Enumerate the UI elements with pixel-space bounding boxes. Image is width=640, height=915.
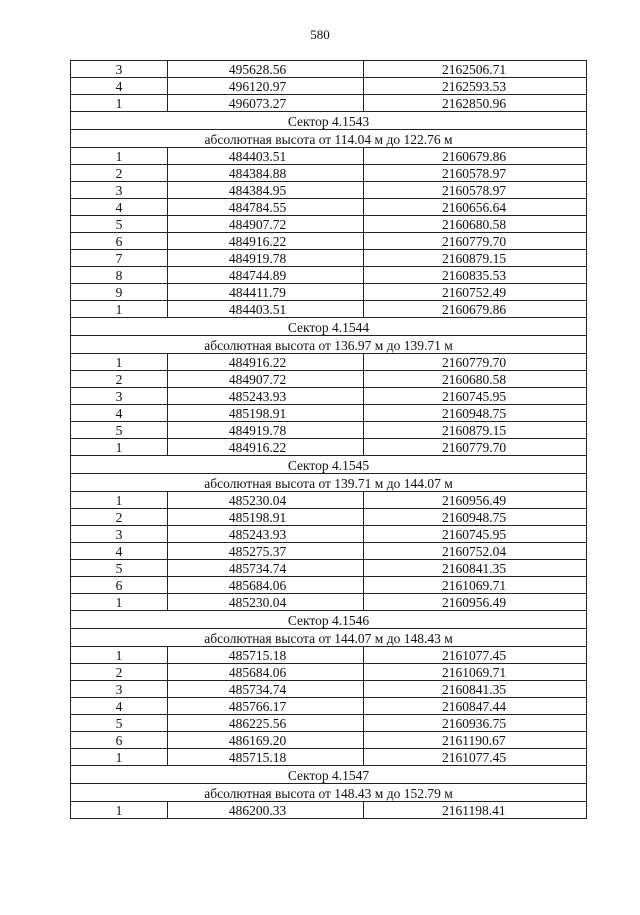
y-coordinate: 2160835.53: [442, 268, 507, 283]
x-coordinate: 485715.18: [228, 750, 287, 765]
point-number: 2: [115, 665, 123, 680]
table-row: [71, 250, 587, 267]
table-row: [71, 388, 587, 405]
point-number: 4: [115, 699, 123, 714]
y-coordinate: 2160745.95: [442, 389, 507, 404]
table-row: [71, 492, 587, 509]
point-number-cell: [71, 577, 168, 594]
table-row: [71, 216, 587, 233]
y-coordinate: 2162593.53: [442, 79, 507, 94]
point-number: 1: [115, 355, 123, 370]
x-coordinate: 485715.18: [228, 648, 287, 663]
x-coordinate-cell: [168, 647, 364, 664]
y-coordinate: 2160956.49: [442, 595, 507, 610]
point-number-cell: [71, 594, 168, 611]
table-row: [71, 715, 587, 732]
y-coordinate: 2160841.35: [442, 561, 507, 576]
point-number-cell: [71, 148, 168, 165]
x-coordinate-cell: [168, 749, 364, 766]
y-coordinate-cell: [364, 802, 587, 819]
x-coordinate-cell: [168, 199, 364, 216]
x-coordinate: 486200.33: [228, 803, 287, 818]
y-coordinate: 2160752.49: [442, 285, 507, 300]
point-number-cell: [71, 405, 168, 422]
x-coordinate: 484403.51: [228, 149, 287, 164]
y-coordinate-cell: [364, 250, 587, 267]
point-number: 3: [115, 389, 123, 404]
y-coordinate-cell: [364, 647, 587, 664]
point-number: 6: [115, 578, 123, 593]
point-number: 6: [115, 234, 123, 249]
x-coordinate-cell: [168, 715, 364, 732]
y-coordinate: 2160679.86: [442, 302, 507, 317]
table-row: [71, 301, 587, 318]
table-row: [71, 560, 587, 577]
point-number-cell: [71, 165, 168, 182]
x-coordinate-cell: [168, 802, 364, 819]
point-number: 3: [115, 527, 123, 542]
point-number: 4: [115, 544, 123, 559]
table-row: [71, 199, 587, 216]
x-coordinate-cell: [168, 577, 364, 594]
point-number: 4: [115, 406, 123, 421]
sector-header: абсолютная высота от 139.71 м до 144.07 м: [71, 474, 587, 492]
point-number: 7: [115, 251, 123, 266]
x-coordinate: 485243.93: [228, 389, 287, 404]
point-number: 6: [115, 733, 123, 748]
sector-header-row: [71, 456, 587, 474]
y-coordinate-cell: [364, 267, 587, 284]
x-coordinate-cell: [168, 233, 364, 250]
x-coordinate-cell: [168, 267, 364, 284]
point-number: 1: [115, 750, 123, 765]
point-number: 2: [115, 166, 123, 181]
point-number: 2: [115, 372, 123, 387]
y-coordinate-cell: [364, 95, 587, 112]
x-coordinate-cell: [168, 95, 364, 112]
y-coordinate: 2160936.75: [442, 716, 507, 731]
x-coordinate: 484907.72: [228, 372, 287, 387]
table-row: [71, 182, 587, 199]
x-coordinate: 486169.20: [228, 733, 287, 748]
table-row: [71, 543, 587, 560]
table-row: [71, 78, 587, 95]
point-number: 1: [115, 595, 123, 610]
table-row: [71, 698, 587, 715]
table-row: [71, 577, 587, 594]
y-coordinate-cell: [364, 61, 587, 78]
y-coordinate-cell: [364, 301, 587, 318]
table-row: [71, 681, 587, 698]
y-coordinate-cell: [364, 165, 587, 182]
x-coordinate: 486225.56: [228, 716, 287, 731]
point-number-cell: [71, 802, 168, 819]
point-number-cell: [71, 749, 168, 766]
point-number-cell: [71, 664, 168, 681]
table-row: [71, 354, 587, 371]
sector-header: Сектор 4.1543: [71, 112, 587, 130]
table-row: [71, 405, 587, 422]
x-coordinate-cell: [168, 148, 364, 165]
y-coordinate: 2161077.45: [442, 750, 507, 765]
point-number-cell: [71, 492, 168, 509]
point-number-cell: [71, 509, 168, 526]
point-number: 5: [115, 716, 123, 731]
x-coordinate: 485734.74: [228, 561, 287, 576]
x-coordinate-cell: [168, 61, 364, 78]
table-row: [71, 749, 587, 766]
point-number-cell: [71, 560, 168, 577]
y-coordinate: 2161077.45: [442, 648, 507, 663]
point-number-cell: [71, 216, 168, 233]
x-coordinate-cell: [168, 301, 364, 318]
table-row: [71, 165, 587, 182]
y-coordinate: 2160879.15: [442, 251, 507, 266]
y-coordinate: 2160779.70: [442, 355, 507, 370]
y-coordinate-cell: [364, 439, 587, 456]
y-coordinate-cell: [364, 233, 587, 250]
point-number-cell: [71, 354, 168, 371]
y-coordinate: 2160680.58: [442, 372, 507, 387]
table-row: [71, 284, 587, 301]
table-row: [71, 61, 587, 78]
sector-header-row: [71, 611, 587, 629]
point-number-cell: [71, 422, 168, 439]
x-coordinate: 484411.79: [229, 285, 286, 300]
point-number-cell: [71, 267, 168, 284]
point-number-cell: [71, 681, 168, 698]
y-coordinate-cell: [364, 148, 587, 165]
point-number-cell: [71, 61, 168, 78]
y-coordinate-cell: [364, 560, 587, 577]
sector-header: Сектор 4.1544: [71, 318, 587, 336]
point-number-cell: [71, 199, 168, 216]
x-coordinate-cell: [168, 732, 364, 749]
sector-header-row: [71, 318, 587, 336]
point-number-cell: [71, 647, 168, 664]
point-number: 1: [115, 648, 123, 663]
y-coordinate-cell: [364, 715, 587, 732]
table-row: [71, 526, 587, 543]
point-number: 1: [115, 440, 123, 455]
point-number-cell: [71, 698, 168, 715]
x-coordinate: 485198.91: [228, 406, 287, 421]
y-coordinate: 2160680.58: [442, 217, 507, 232]
table-row: [71, 647, 587, 664]
sector-header: абсолютная высота от 144.07 м до 148.43 м: [71, 629, 587, 647]
x-coordinate-cell: [168, 250, 364, 267]
point-number: 5: [115, 423, 123, 438]
table-row: [71, 422, 587, 439]
y-coordinate: 2160679.86: [442, 149, 507, 164]
sector-header-row: [71, 336, 587, 354]
point-number: 1: [115, 302, 123, 317]
point-number: 8: [115, 268, 123, 283]
table-row: [71, 148, 587, 165]
x-coordinate-cell: [168, 509, 364, 526]
x-coordinate-cell: [168, 439, 364, 456]
point-number-cell: [71, 284, 168, 301]
x-coordinate: 484916.22: [228, 440, 287, 455]
x-coordinate: 484907.72: [228, 217, 287, 232]
y-coordinate-cell: [364, 594, 587, 611]
point-number: 3: [115, 183, 123, 198]
x-coordinate: 495628.56: [228, 62, 287, 77]
y-coordinate-cell: [364, 405, 587, 422]
point-number: 5: [115, 217, 123, 232]
y-coordinate-cell: [364, 78, 587, 95]
y-coordinate: 2160847.44: [442, 699, 507, 714]
x-coordinate-cell: [168, 543, 364, 560]
y-coordinate: 2161069.71: [442, 578, 507, 593]
table-row: [71, 802, 587, 819]
sector-header-row: [71, 629, 587, 647]
x-coordinate: 496073.27: [228, 96, 287, 111]
y-coordinate: 2160948.75: [442, 406, 507, 421]
y-coordinate-cell: [364, 492, 587, 509]
point-number-cell: [71, 732, 168, 749]
sector-header: Сектор 4.1545: [71, 456, 587, 474]
point-number-cell: [71, 250, 168, 267]
y-coordinate-cell: [364, 216, 587, 233]
y-coordinate-cell: [364, 284, 587, 301]
table-row: [71, 233, 587, 250]
y-coordinate-cell: [364, 354, 587, 371]
x-coordinate-cell: [168, 681, 364, 698]
y-coordinate: 2160578.97: [442, 166, 507, 181]
point-number-cell: [71, 715, 168, 732]
point-number: 2: [115, 510, 123, 525]
y-coordinate: 2160841.35: [442, 682, 507, 697]
point-number: 3: [115, 62, 123, 77]
x-coordinate: 485230.04: [228, 595, 287, 610]
x-coordinate: 485684.06: [228, 578, 287, 593]
y-coordinate-cell: [364, 182, 587, 199]
page-number: 580: [310, 27, 330, 42]
x-coordinate-cell: [168, 492, 364, 509]
y-coordinate: 2160745.95: [442, 527, 507, 542]
x-coordinate-cell: [168, 284, 364, 301]
y-coordinate: 2161069.71: [442, 665, 507, 680]
point-number-cell: [71, 78, 168, 95]
x-coordinate: 485243.93: [228, 527, 287, 542]
x-coordinate-cell: [168, 165, 364, 182]
point-number-cell: [71, 526, 168, 543]
y-coordinate-cell: [364, 664, 587, 681]
x-coordinate-cell: [168, 526, 364, 543]
point-number: 5: [115, 561, 123, 576]
x-coordinate-cell: [168, 698, 364, 715]
sector-header: абсолютная высота от 148.43 м до 152.79 м: [71, 784, 587, 802]
point-number: 9: [115, 285, 123, 300]
y-coordinate-cell: [364, 698, 587, 715]
table-row: [71, 509, 587, 526]
table-row: [71, 267, 587, 284]
y-coordinate: 2160752.04: [442, 544, 507, 559]
x-coordinate-cell: [168, 388, 364, 405]
point-number: 1: [115, 493, 123, 508]
table-row: [71, 95, 587, 112]
point-number-cell: [71, 301, 168, 318]
point-number-cell: [71, 439, 168, 456]
sector-header: Сектор 4.1547: [71, 766, 587, 784]
point-number-cell: [71, 543, 168, 560]
y-coordinate-cell: [364, 509, 587, 526]
sector-header-row: [71, 474, 587, 492]
point-number: 1: [115, 149, 123, 164]
x-coordinate-cell: [168, 216, 364, 233]
y-coordinate-cell: [364, 371, 587, 388]
point-number: 4: [115, 79, 123, 94]
y-coordinate: 2160656.64: [442, 200, 507, 215]
x-coordinate: 496120.97: [228, 79, 287, 94]
sector-header: абсолютная высота от 114.04 м до 122.76 м: [71, 130, 587, 148]
sector-header-row: [71, 112, 587, 130]
y-coordinate-cell: [364, 732, 587, 749]
x-coordinate: 484403.51: [228, 302, 287, 317]
point-number-cell: [71, 388, 168, 405]
y-coordinate: 2160948.75: [442, 510, 507, 525]
x-coordinate-cell: [168, 560, 364, 577]
x-coordinate: 485734.74: [228, 682, 287, 697]
y-coordinate-cell: [364, 577, 587, 594]
x-coordinate-cell: [168, 422, 364, 439]
x-coordinate-cell: [168, 594, 364, 611]
y-coordinate-cell: [364, 388, 587, 405]
x-coordinate-cell: [168, 371, 364, 388]
y-coordinate: 2160879.15: [442, 423, 507, 438]
y-coordinate-cell: [364, 199, 587, 216]
sector-header-row: [71, 130, 587, 148]
x-coordinate-cell: [168, 405, 364, 422]
x-coordinate: 484784.55: [228, 200, 287, 215]
point-number-cell: [71, 233, 168, 250]
sector-header: абсолютная высота от 136.97 м до 139.71 м: [71, 336, 587, 354]
x-coordinate: 484919.78: [228, 251, 287, 266]
x-coordinate-cell: [168, 664, 364, 681]
x-coordinate: 484384.88: [228, 166, 287, 181]
y-coordinate: 2161198.41: [442, 803, 506, 818]
sector-header-row: [71, 784, 587, 802]
x-coordinate-cell: [168, 354, 364, 371]
x-coordinate: 485230.04: [228, 493, 287, 508]
x-coordinate: 484744.89: [228, 268, 287, 283]
table-row: [71, 439, 587, 456]
y-coordinate-cell: [364, 749, 587, 766]
point-number: 1: [115, 803, 123, 818]
point-number-cell: [71, 371, 168, 388]
x-coordinate: 485198.91: [228, 510, 287, 525]
x-coordinate-cell: [168, 78, 364, 95]
y-coordinate: 2160779.70: [442, 440, 507, 455]
y-coordinate-cell: [364, 543, 587, 560]
y-coordinate: 2162850.96: [442, 96, 507, 111]
table-row: [71, 732, 587, 749]
x-coordinate-cell: [168, 182, 364, 199]
table-row: [71, 664, 587, 681]
point-number: 4: [115, 200, 123, 215]
y-coordinate: 2162506.71: [442, 62, 507, 77]
y-coordinate: 2160956.49: [442, 493, 507, 508]
x-coordinate: 484919.78: [228, 423, 287, 438]
x-coordinate: 485684.06: [228, 665, 287, 680]
point-number: 3: [115, 682, 123, 697]
x-coordinate: 485275.37: [228, 544, 287, 559]
coordinates-table: [70, 60, 587, 819]
y-coordinate: 2160779.70: [442, 234, 507, 249]
point-number: 1: [115, 96, 123, 111]
table-row: [71, 594, 587, 611]
y-coordinate: 2161190.67: [442, 733, 506, 748]
x-coordinate: 484384.95: [228, 183, 287, 198]
y-coordinate-cell: [364, 681, 587, 698]
y-coordinate-cell: [364, 422, 587, 439]
x-coordinate: 484916.22: [228, 355, 287, 370]
y-coordinate-cell: [364, 526, 587, 543]
x-coordinate: 484916.22: [228, 234, 287, 249]
y-coordinate: 2160578.97: [442, 183, 507, 198]
sector-header-row: [71, 766, 587, 784]
point-number-cell: [71, 182, 168, 199]
coordinates-table-body: [71, 61, 587, 819]
x-coordinate: 485766.17: [228, 699, 287, 714]
point-number-cell: [71, 95, 168, 112]
sector-header: Сектор 4.1546: [71, 611, 587, 629]
table-row: [71, 371, 587, 388]
